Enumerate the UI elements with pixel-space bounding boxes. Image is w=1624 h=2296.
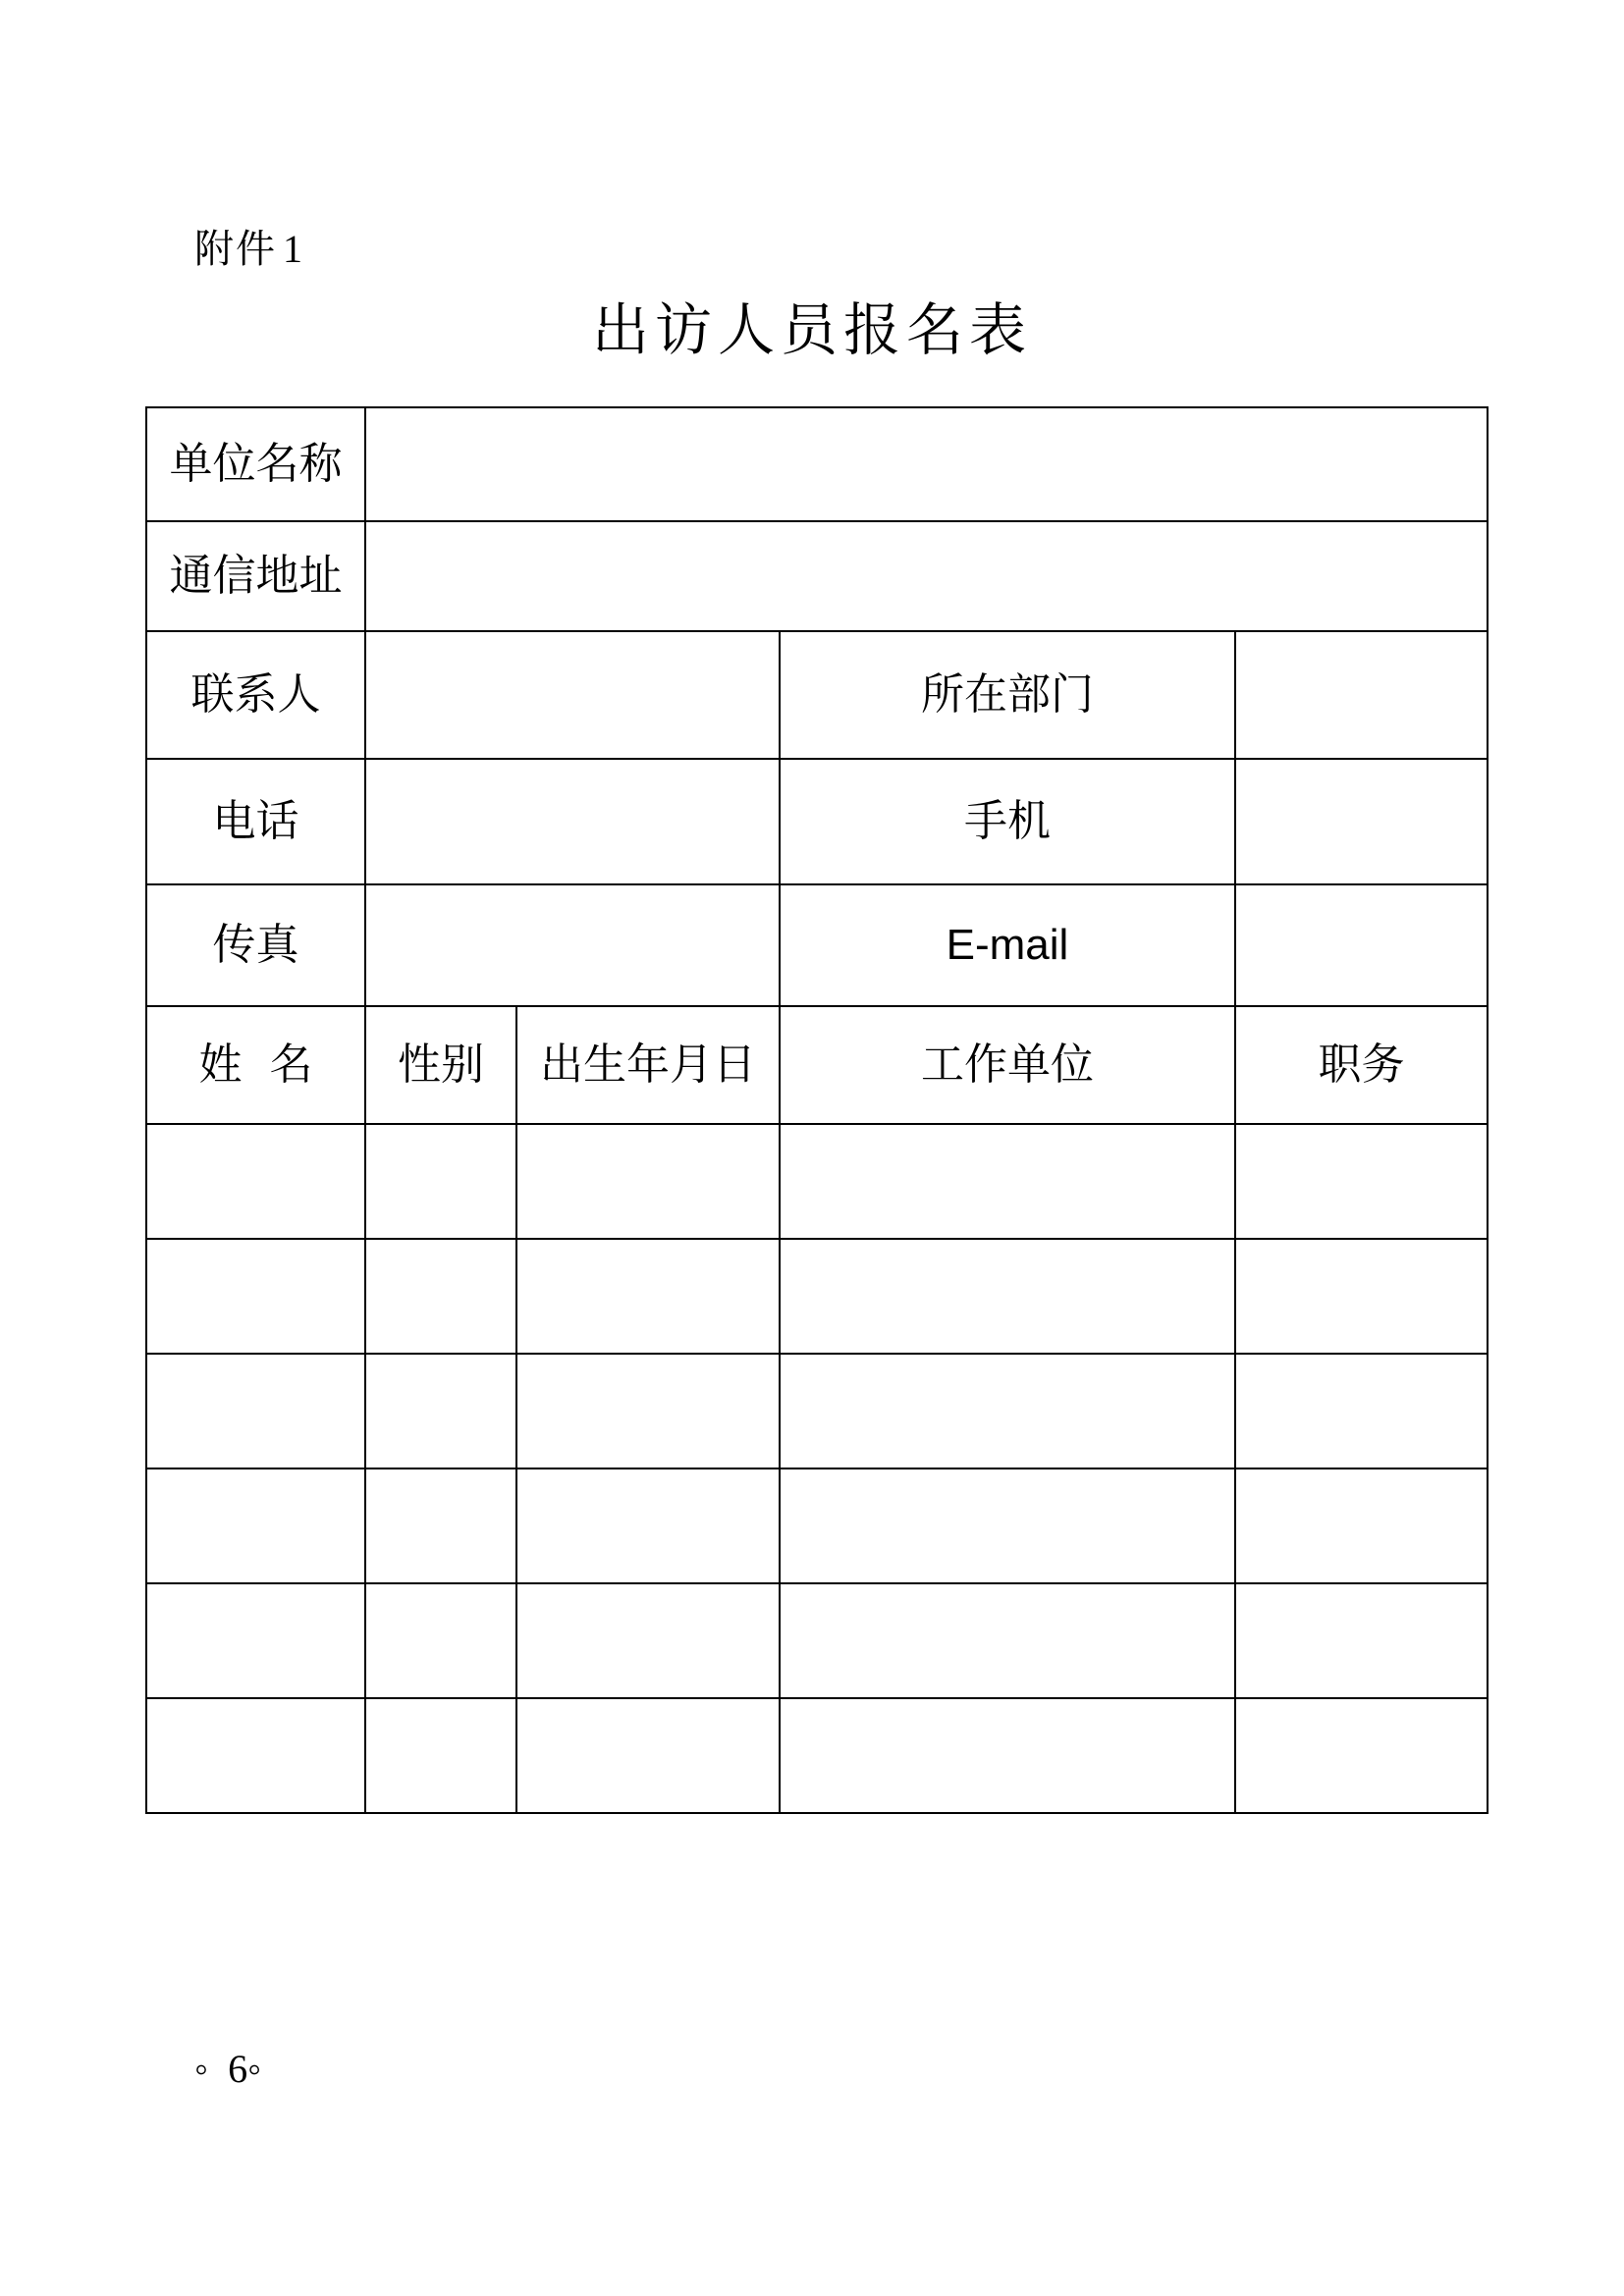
name-cell[interactable] [146,1468,365,1583]
column-header-birthdate: 出生年月日 [516,1006,780,1124]
phone-field[interactable] [365,759,780,884]
attachment-word: 附件 [194,227,277,272]
birthdate-cell[interactable] [516,1124,780,1239]
gender-cell[interactable] [365,1124,516,1239]
table-row [146,1124,1488,1239]
birthdate-cell[interactable] [516,1583,780,1698]
table-row [146,1239,1488,1354]
position-cell[interactable] [1235,1124,1488,1239]
gender-cell[interactable] [365,1468,516,1583]
column-header-name: 姓 名 [146,1006,365,1124]
contact-row [146,631,1488,759]
fax-field[interactable] [365,884,780,1006]
name-cell[interactable] [146,1583,365,1698]
position-cell[interactable] [1235,1583,1488,1698]
workplace-cell[interactable] [780,1468,1235,1583]
contact-label: 联系人 [146,631,365,759]
table-row [146,1698,1488,1813]
position-cell[interactable] [1235,1468,1488,1583]
birthdate-cell[interactable] [516,1698,780,1813]
column-header-gender: 性别 [365,1006,516,1124]
position-cell[interactable] [1235,1239,1488,1354]
unit-name-label: 单位名称 [146,407,365,521]
fax-row [146,884,1488,1006]
table-row [146,1354,1488,1468]
attachment-number: 1 [283,227,304,271]
workplace-cell[interactable] [780,1583,1235,1698]
email-field[interactable] [1235,884,1488,1006]
name-cell[interactable] [146,1354,365,1468]
column-header-position: 职务 [1235,1006,1488,1124]
table-row [146,1583,1488,1698]
registration-form-table [145,406,1489,1814]
contact-field[interactable] [365,631,780,759]
name-cell[interactable] [146,1239,365,1354]
members-header-row [146,1006,1488,1124]
unit-name-row [146,407,1488,521]
phone-row [146,759,1488,884]
workplace-cell[interactable] [780,1239,1235,1354]
gender-cell[interactable] [365,1354,516,1468]
gender-cell[interactable] [365,1239,516,1354]
workplace-cell[interactable] [780,1354,1235,1468]
address-label: 通信地址 [146,521,365,631]
unit-name-field[interactable] [365,407,1488,521]
department-field[interactable] [1235,631,1488,759]
birthdate-cell[interactable] [516,1468,780,1583]
email-label: E-mail [780,884,1235,1006]
workplace-cell[interactable] [780,1124,1235,1239]
attachment-label [194,222,304,277]
address-field[interactable] [365,521,1488,631]
workplace-cell[interactable] [780,1698,1235,1813]
position-cell[interactable] [1235,1354,1488,1468]
mobile-field[interactable] [1235,759,1488,884]
birthdate-cell[interactable] [516,1239,780,1354]
name-cell[interactable] [146,1124,365,1239]
mobile-label: 手机 [780,759,1235,884]
fax-label: 传真 [146,884,365,1006]
gender-cell[interactable] [365,1583,516,1698]
birthdate-cell[interactable] [516,1354,780,1468]
address-row [146,521,1488,631]
phone-label: 电话 [146,759,365,884]
column-header-workplace: 工作单位 [780,1006,1235,1124]
department-label: 所在部门 [780,631,1235,759]
name-cell[interactable] [146,1698,365,1813]
document-title: 出访人员报名表 [591,296,1032,363]
gender-cell[interactable] [365,1698,516,1813]
table-row [146,1468,1488,1583]
position-cell[interactable] [1235,1698,1488,1813]
page-number: ◦ 6◦ [194,2047,262,2091]
